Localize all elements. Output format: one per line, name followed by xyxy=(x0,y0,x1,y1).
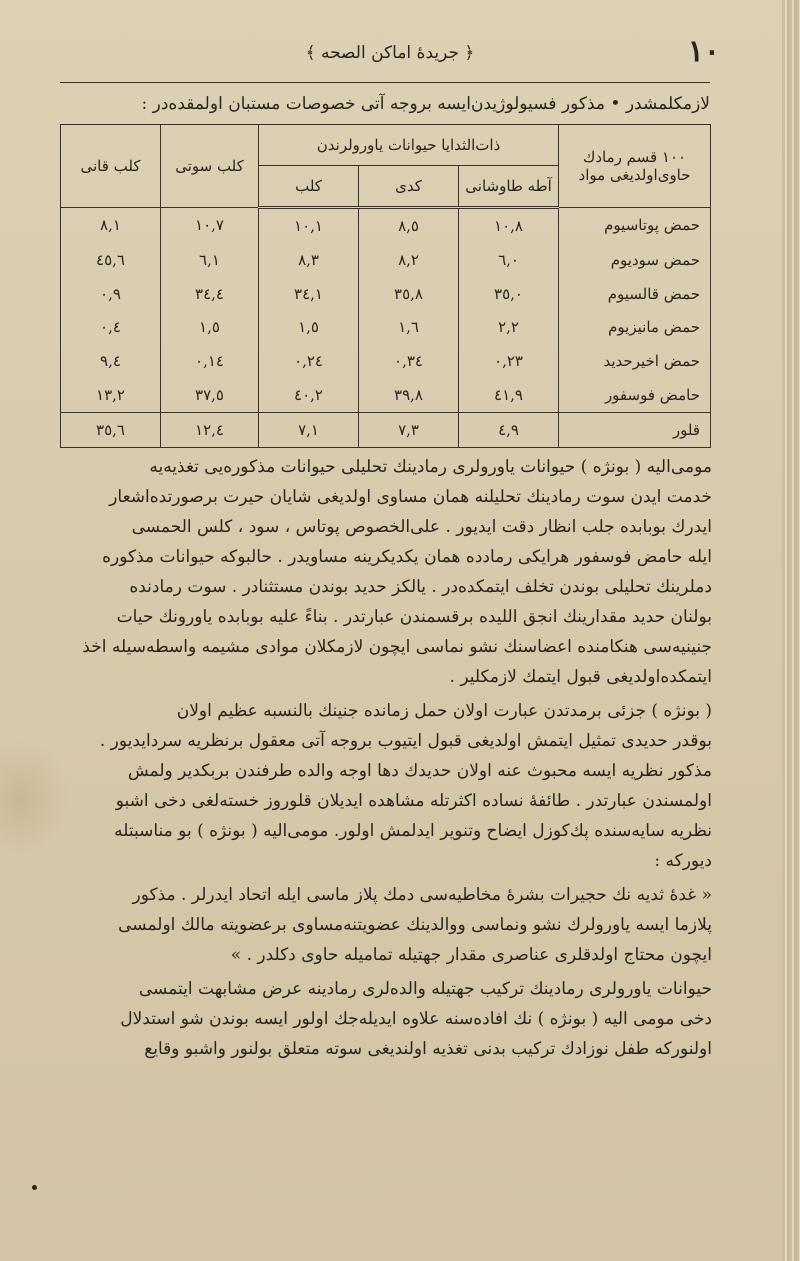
col-header-milk: كلب سوتی xyxy=(161,125,259,208)
paper-stain xyxy=(0,740,70,860)
row-label: حمض پوتاسيوم xyxy=(559,208,711,243)
table-cell: ٤٥,٦ xyxy=(61,243,161,277)
paragraph xyxy=(62,452,712,692)
row-label: حامض فوسفور xyxy=(559,378,711,412)
text-line: ( بونژه ) جزئی برمدتدن عبارت اولان حمل زمانده جنينك بالنسبه عظيم اولان xyxy=(176,701,712,721)
table-cell: ١٠,١ xyxy=(259,208,359,243)
text-line: خدمت ايدن سوت رمادينك تحليلنه همان مساوی اولديغی شايان حيرت برصورتده‌اشعار xyxy=(109,487,712,507)
data-table-wrap xyxy=(60,124,710,448)
table-cell: ٣٧,٥ xyxy=(161,378,259,412)
table-cell: ٠,٢٣ xyxy=(459,344,559,378)
table-row xyxy=(61,277,711,311)
col-group-header: ذات‌الثدايا حيوانات ياورولرندن xyxy=(259,125,559,166)
row-label: قلور xyxy=(559,413,711,448)
table-cell: ٤,٩ xyxy=(459,413,559,448)
table-row xyxy=(61,243,711,277)
text-line: حيوانات ياورولری رمادينك تركيب جهتيله والده‌لری رمادينه عرض مشابهت ايتمسی xyxy=(138,979,712,999)
row-label: حمض سوديوم xyxy=(559,243,711,277)
text-line: نظريه سايه‌سنده پك‌كوزل ايضاح وتنوير ايدلمش اولور. مومی‌اليه ( بونژه ) بو مناسبتله xyxy=(114,821,712,841)
table-cell: ١,٦ xyxy=(359,311,459,345)
table-row xyxy=(61,413,711,448)
table-cell: ٨,١ xyxy=(61,208,161,243)
text-line: ايچون محتاج اولدقلری عناصری مقدار جهتيله تماميله حاوی دكلدر . » xyxy=(230,945,712,965)
table-row xyxy=(61,378,711,412)
table-cell: ٣٥,٦ xyxy=(61,413,161,448)
text-line: مومی‌اليه ( بونژه ) حيوانات ياورولری رمادينك تحليلی حيوانات مذكوره‌يی تغذيه‌يه xyxy=(149,457,712,477)
text-line: جنينيه‌سی هنكامنده اعضاسنك نشو نماسی ايچون لازمكلان موادی مشيمه واسطه‌سيله اخذ xyxy=(82,637,712,657)
running-head: ﴿ جريدهٔ اماكن الصحه ﴾ xyxy=(305,43,475,63)
table-cell: ٢,٢ xyxy=(459,311,559,345)
table-row xyxy=(61,208,711,243)
table-cell: ١٣,٢ xyxy=(61,378,161,412)
table-row xyxy=(61,311,711,345)
table-cell: ٦,١ xyxy=(161,243,259,277)
header-rule xyxy=(60,82,710,83)
table-cell: ٣٤,٤ xyxy=(161,277,259,311)
paragraph xyxy=(62,696,712,876)
text-line: « غدهٔ ثديه نك حجيرات بشرهٔ مخاطيه‌سی دمك پلاز ماسی ايله اتحاد ايدرلر . مذكور xyxy=(132,885,712,905)
table-row xyxy=(61,344,711,378)
margin-dot xyxy=(32,1185,37,1190)
col-header-blood: كلب قانی xyxy=(61,125,161,208)
page-header xyxy=(60,34,720,78)
text-line: دخی مومی اليه ( بونژه ) نك افاده‌سنه علاوه ايديله‌جك اولور ايسه بوندن شو استدلال xyxy=(120,1009,712,1029)
table-cell: ٨,٢ xyxy=(359,243,459,277)
table-cell: ٠,٩ xyxy=(61,277,161,311)
table-cell: ١,٥ xyxy=(259,311,359,345)
table-cell: ٣٥,٨ xyxy=(359,277,459,311)
row-label: حمض مانيزيوم xyxy=(559,311,711,345)
table-cell: ١,٥ xyxy=(161,311,259,345)
data-table xyxy=(60,124,711,448)
col-header-label: ١٠٠ قسم رمادك حاوی‌اولدیغی مواد xyxy=(559,125,711,208)
table-cell: ٠,١٤ xyxy=(161,344,259,378)
text-line: بوقدر حديدی تمثيل ايتمش اولديغی قبول ايتيوب بروجه آتی معقول برنظريه سردايديور . xyxy=(99,731,712,751)
body-text xyxy=(62,452,712,1064)
page-edge xyxy=(782,0,800,1261)
paragraph xyxy=(62,974,712,1064)
table-cell: ٨,٥ xyxy=(359,208,459,243)
text-line: بولنان حديد مقدارينك انجق اللیده برقسمندن عبارتدر . بناءً عليه بوبابده ياورونك حيات xyxy=(116,607,712,627)
text-line: ايدرك بوبابده جلب انظار دقت ايديور . علی‌الخصوص پوتاس ، سود ، كلس الحمسی xyxy=(131,517,712,537)
text-line: ديوركه : xyxy=(654,851,712,871)
text-line: ايله حامض فوسفور هرايكی رمادده همان يكديكرينه مساويدر . حالبوكه حيوانات مذكوره xyxy=(102,547,712,567)
table-cell: ٠,٢٤ xyxy=(259,344,359,378)
col-header-dog: كلب xyxy=(259,166,359,208)
table-cell: ٤١,٩ xyxy=(459,378,559,412)
table-cell: ١٠,٧ xyxy=(161,208,259,243)
text-line: اولمسندن عبارتدر . طائفهٔ نساده اكثرتله مشاهده ايديلان قلوروز خسته‌لغی دخی اشبو xyxy=(115,791,712,811)
row-label: حمض اخيرحديد xyxy=(559,344,711,378)
col-header-cat: كدی xyxy=(359,166,459,208)
table-cell: ١٠,٨ xyxy=(459,208,559,243)
table-cell: ٣٩,٨ xyxy=(359,378,459,412)
table-cell: ٧,١ xyxy=(259,413,359,448)
col-header-rabbit: آطه طاوشانی xyxy=(459,166,559,208)
page-number: ١٠ xyxy=(687,34,720,69)
row-label: حمض قالسيوم xyxy=(559,277,711,311)
text-line: ايتمكده‌اولديغی قبول ايتمك لازمكلير . xyxy=(449,667,712,687)
intro-line: لازمكلمشدر • مذكور فسيولوژيدن‌ايسه بروجه آتی خصوصات مستبان اولمقده‌در : xyxy=(141,94,710,114)
text-line: پلازما ايسه ياورولرك نشو ونماسی ووالدينك عضويتنه‌مساوی برعضويته مالك اولمسی xyxy=(118,915,712,935)
text-line: دملرينك تحليلی بوندن تخلف ايتمكده‌در . يالكز حديد بوندن مستثنادر . سوت رمادنده xyxy=(129,577,712,597)
table-cell: ٠,٣٤ xyxy=(359,344,459,378)
quote-paragraph xyxy=(62,880,712,970)
table-cell: ٩,٤ xyxy=(61,344,161,378)
table-cell: ٨,٣ xyxy=(259,243,359,277)
table-cell: ٣٥,٠ xyxy=(459,277,559,311)
table-cell: ٧,٣ xyxy=(359,413,459,448)
table-cell: ٦,٠ xyxy=(459,243,559,277)
table-cell: ٠,٤ xyxy=(61,311,161,345)
text-line: مذكور نظريه ايسه محبوث عنه اولان حديدك دها اوجه والده طرفندن بربكدير ولمش xyxy=(127,761,712,781)
text-line: اولنوركه طفل نوزادك تركيب بدنی تغذيه اولنديغی سوته متعلق بولنور واشبو وقايع xyxy=(144,1039,712,1059)
table-cell: ٤٠,٢ xyxy=(259,378,359,412)
table-cell: ١٢,٤ xyxy=(161,413,259,448)
table-cell: ٣٤,١ xyxy=(259,277,359,311)
